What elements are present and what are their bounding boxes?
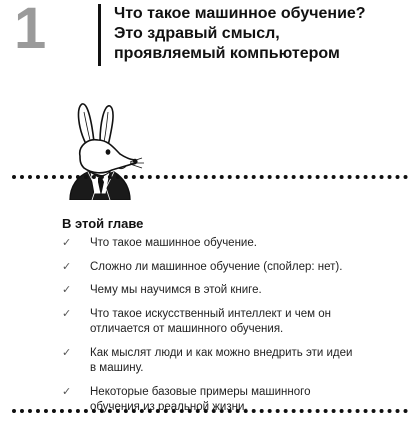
title-divider xyxy=(98,4,101,66)
check-icon: ✓ xyxy=(62,284,72,296)
dotted-divider xyxy=(12,409,408,413)
list-item xyxy=(60,346,360,377)
list-item-text: Некоторые базовые примеры машинного обучения из реальной жизни. xyxy=(90,385,311,413)
chapter-title xyxy=(114,4,414,64)
list-item-text: Что такое искусственный интеллект и чем он отличается от машинного обучения. xyxy=(90,307,331,335)
list-item-text: Сложно ли машинное обучение (спойлер: нет). xyxy=(90,260,343,273)
chapter-title-line: Что такое машинное обучение? xyxy=(114,5,366,22)
chapter-number: 1 xyxy=(14,0,47,61)
list-item xyxy=(60,283,360,299)
chapter-title-line: проявляемый компьютером xyxy=(114,45,340,62)
check-icon: ✓ xyxy=(62,346,72,359)
dotted-divider xyxy=(12,175,408,179)
list-item xyxy=(60,236,360,252)
list-item-text: Чему мы научимся в этой книге. xyxy=(90,284,262,296)
check-icon: ✓ xyxy=(62,237,72,249)
check-icon: ✓ xyxy=(62,307,72,320)
list-item-text: Как мыслят люди и как можно внедрить эти идеи в машину. xyxy=(90,346,353,374)
section-heading: В этой главе xyxy=(62,216,144,231)
check-icon: ✓ xyxy=(62,385,72,398)
list-item xyxy=(60,307,360,338)
chapter-topics-list xyxy=(60,236,360,424)
list-item xyxy=(60,260,360,276)
list-item-text: Что такое машинное обучение. xyxy=(90,237,257,249)
chapter-title-line: Это здравый смысл, xyxy=(114,25,280,42)
rabbit-mascot-illustration xyxy=(56,98,148,200)
check-icon: ✓ xyxy=(62,260,72,273)
